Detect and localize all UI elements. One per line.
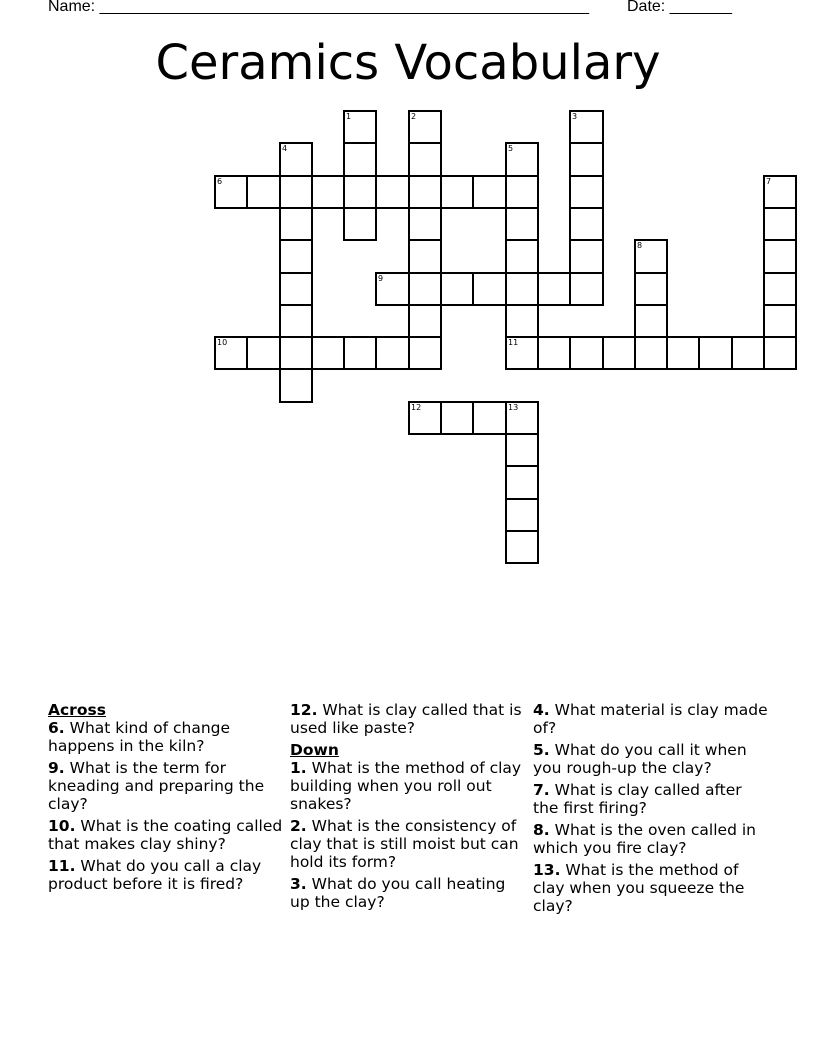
cell-number: 12 bbox=[411, 403, 422, 412]
clue-across-11 bbox=[48, 857, 284, 893]
crossword-cell[interactable] bbox=[375, 272, 410, 306]
cell-number: 11 bbox=[508, 338, 519, 347]
crossword-cell[interactable] bbox=[279, 207, 313, 241]
cell-number: 1 bbox=[346, 112, 352, 121]
crossword-cell[interactable] bbox=[505, 465, 539, 500]
crossword-cell[interactable] bbox=[408, 304, 442, 338]
crossword-cell[interactable] bbox=[569, 142, 604, 177]
crossword-cell[interactable] bbox=[763, 272, 797, 306]
crossword-cell[interactable] bbox=[375, 175, 410, 209]
clue-text: What is the term for kneading and preparing the clay? bbox=[48, 759, 265, 813]
clue-across-12 bbox=[290, 701, 526, 737]
crossword-cell[interactable] bbox=[763, 336, 797, 370]
crossword-cell[interactable] bbox=[311, 336, 345, 370]
clue-down-8 bbox=[533, 821, 769, 857]
crossword-cell[interactable] bbox=[505, 239, 539, 274]
crossword-cell[interactable] bbox=[375, 336, 410, 370]
clue-down-5 bbox=[533, 741, 769, 777]
crossword-cell[interactable] bbox=[279, 336, 313, 370]
crossword-cell[interactable] bbox=[763, 304, 797, 338]
down-heading: Down bbox=[290, 741, 339, 759]
crossword-cell[interactable] bbox=[505, 433, 539, 467]
clue-down-3 bbox=[290, 875, 526, 911]
crossword-cell[interactable] bbox=[343, 110, 377, 144]
crossword-cell[interactable] bbox=[279, 304, 313, 338]
crossword-cell[interactable] bbox=[763, 207, 797, 241]
crossword-cell[interactable] bbox=[569, 239, 604, 274]
cell-number: 13 bbox=[508, 403, 519, 412]
clue-column-2 bbox=[290, 701, 526, 915]
clue-number: 10. bbox=[48, 817, 76, 835]
clue-text: What do you call it when you rough-up the clay? bbox=[533, 741, 747, 777]
crossword-cell[interactable] bbox=[311, 175, 345, 209]
across-heading: Across bbox=[48, 701, 106, 719]
clue-text: What is clay called after the first firing? bbox=[533, 781, 742, 817]
crossword-cell[interactable] bbox=[214, 336, 248, 370]
crossword-cell[interactable] bbox=[408, 239, 442, 274]
crossword-cell[interactable] bbox=[634, 239, 668, 274]
page-title: Ceramics Vocabulary bbox=[155, 35, 661, 91]
cell-number: 2 bbox=[411, 112, 417, 121]
clue-number: 13. bbox=[533, 861, 561, 879]
crossword-cell[interactable] bbox=[505, 530, 539, 564]
date-field[interactable]: Date: _______ bbox=[627, 0, 732, 15]
crossword-cell[interactable] bbox=[343, 175, 377, 209]
crossword-cell[interactable] bbox=[279, 175, 313, 209]
crossword-cell[interactable] bbox=[505, 142, 539, 177]
crossword-cell[interactable] bbox=[731, 336, 765, 370]
crossword-cell[interactable] bbox=[246, 175, 281, 209]
cell-number: 10 bbox=[217, 338, 228, 347]
crossword-cell[interactable] bbox=[698, 336, 733, 370]
name-field[interactable]: Name: _______________________________________________________ bbox=[48, 0, 589, 15]
clue-down-1 bbox=[290, 759, 526, 813]
crossword-cell[interactable] bbox=[505, 272, 539, 306]
crossword-cell[interactable] bbox=[763, 239, 797, 274]
clue-text: What do you call a clay product before it is fired? bbox=[48, 857, 262, 893]
crossword-cell[interactable] bbox=[343, 142, 377, 177]
crossword-cell[interactable] bbox=[343, 336, 377, 370]
crossword-cell[interactable] bbox=[214, 175, 248, 209]
crossword-cell[interactable] bbox=[602, 336, 636, 370]
crossword-cell[interactable] bbox=[505, 304, 539, 338]
crossword-cell[interactable] bbox=[279, 368, 313, 403]
clue-down-2 bbox=[290, 817, 526, 871]
clue-across-6 bbox=[48, 719, 284, 755]
crossword-cell[interactable] bbox=[408, 142, 442, 177]
clue-number: 12. bbox=[290, 701, 318, 719]
crossword-cell[interactable] bbox=[569, 336, 604, 370]
clue-text: What is the consistency of clay that is still moist but can hold its form? bbox=[290, 817, 519, 871]
crossword-cell[interactable] bbox=[569, 175, 604, 209]
crossword-cell[interactable] bbox=[505, 336, 539, 370]
clue-number: 8. bbox=[533, 821, 550, 839]
clue-number: 6. bbox=[48, 719, 65, 737]
cell-number: 9 bbox=[378, 274, 384, 283]
crossword-cell[interactable] bbox=[634, 336, 668, 370]
clue-down-4 bbox=[533, 701, 769, 737]
crossword-cell[interactable] bbox=[279, 239, 313, 274]
crossword-cell[interactable] bbox=[408, 175, 442, 209]
clue-number: 4. bbox=[533, 701, 550, 719]
crossword-cell[interactable] bbox=[440, 401, 474, 435]
crossword-cell[interactable] bbox=[408, 110, 442, 144]
crossword-cell[interactable] bbox=[279, 272, 313, 306]
clue-text: What do you call heating up the clay? bbox=[290, 875, 506, 911]
clue-text: What material is clay made of? bbox=[533, 701, 768, 737]
clue-down-13 bbox=[533, 861, 769, 915]
crossword-cell[interactable] bbox=[537, 272, 571, 306]
clue-text: What is the method of clay when you squeeze the clay? bbox=[533, 861, 745, 915]
crossword-cell[interactable] bbox=[634, 272, 668, 306]
clue-column-1 bbox=[48, 701, 284, 897]
clue-text: What is the coating called that makes clay shiny? bbox=[48, 817, 283, 853]
crossword-cell[interactable] bbox=[537, 336, 571, 370]
crossword-cell[interactable] bbox=[666, 336, 700, 370]
crossword-cell[interactable] bbox=[505, 498, 539, 532]
clue-number: 3. bbox=[290, 875, 307, 893]
crossword-cell[interactable] bbox=[408, 401, 442, 435]
cell-number: 5 bbox=[508, 144, 514, 153]
crossword-cell[interactable] bbox=[505, 401, 539, 435]
cell-number: 8 bbox=[637, 241, 643, 250]
crossword-cell[interactable] bbox=[763, 175, 797, 209]
crossword-cell[interactable] bbox=[440, 175, 474, 209]
crossword-cell[interactable] bbox=[408, 336, 442, 370]
crossword-cell[interactable] bbox=[569, 110, 604, 144]
crossword-cell[interactable] bbox=[634, 304, 668, 338]
crossword-cell[interactable] bbox=[569, 207, 604, 241]
crossword-cell[interactable] bbox=[505, 175, 539, 209]
clue-text: What is the method of clay building when you roll out snakes? bbox=[290, 759, 522, 813]
clue-column-3 bbox=[533, 701, 769, 919]
crossword-cell[interactable] bbox=[569, 272, 604, 306]
cell-number: 4 bbox=[282, 144, 288, 153]
crossword-cell[interactable] bbox=[505, 207, 539, 241]
cell-number: 6 bbox=[217, 177, 223, 186]
clue-number: 9. bbox=[48, 759, 65, 777]
clue-across-10 bbox=[48, 817, 284, 853]
cell-number: 7 bbox=[766, 177, 772, 186]
crossword-cell[interactable] bbox=[279, 142, 313, 177]
crossword-cell[interactable] bbox=[472, 401, 507, 435]
crossword-cell[interactable] bbox=[472, 272, 507, 306]
crossword-cell[interactable] bbox=[472, 175, 507, 209]
crossword-cell[interactable] bbox=[343, 207, 377, 241]
clue-number: 2. bbox=[290, 817, 307, 835]
clue-text: What is the oven called in which you fire clay? bbox=[533, 821, 756, 857]
crossword-cell[interactable] bbox=[408, 207, 442, 241]
crossword-cell[interactable] bbox=[246, 336, 281, 370]
clue-across-9 bbox=[48, 759, 284, 813]
crossword-cell[interactable] bbox=[408, 272, 442, 306]
clue-number: 11. bbox=[48, 857, 76, 875]
crossword-cell[interactable] bbox=[440, 272, 474, 306]
clue-down-7 bbox=[533, 781, 769, 817]
clue-text: What kind of change happens in the kiln? bbox=[48, 719, 231, 755]
clue-number: 7. bbox=[533, 781, 550, 799]
clue-number: 5. bbox=[533, 741, 550, 759]
cell-number: 3 bbox=[572, 112, 578, 121]
clue-number: 1. bbox=[290, 759, 307, 777]
clue-text: What is clay called that is used like paste? bbox=[290, 701, 522, 737]
